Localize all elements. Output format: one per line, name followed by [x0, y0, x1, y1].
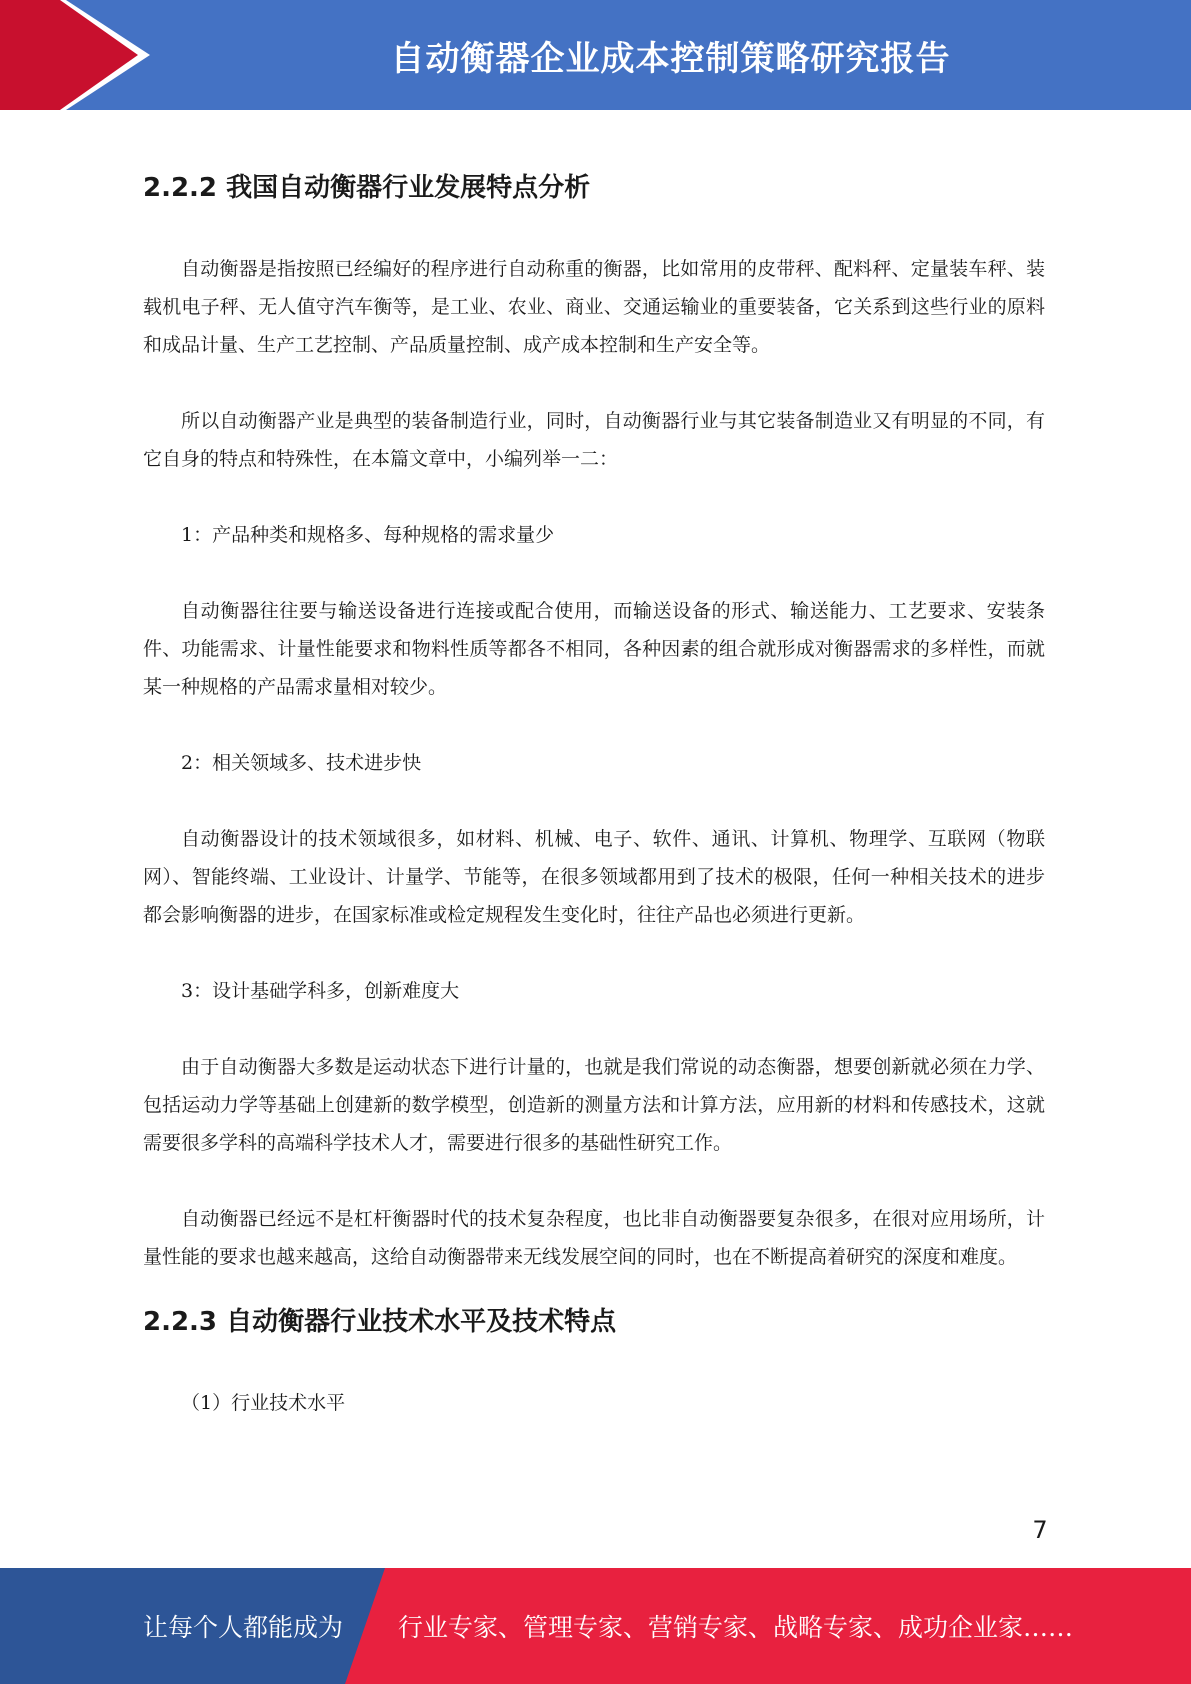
paragraph: 自动衡器已经远不是杠杆衡器时代的技术复杂程度，也比非自动衡器要复杂很多，在很对应用场所，计量性能的要求也越来越高，这给自动衡器带来无线发展空间的同时，也在不断提高着研究的深度和难度。 — [143, 1208, 1045, 1268]
list-point-3: 3：设计基础学科多，创新难度大 — [181, 980, 460, 1002]
list-point-2: 2：相关领域多、技术进步快 — [181, 752, 422, 774]
paragraph: 自动衡器是指按照已经编好的程序进行自动称重的衡器，比如常用的皮带秤、配料秤、定量装车秤、装载机电子秤、无人值守汽车衡等，是工业、农业、商业、交通运输业的重要装备，它关系到这些行业的原料和成品计量、生产工艺控制、产品质量控制、成产成本控制和生产安全等。 — [143, 258, 1045, 356]
main-content — [143, 160, 1045, 1422]
list-point-1: 1：产品种类和规格多、每种规格的需求量少 — [181, 524, 555, 546]
footer-slogan-right: 行业专家、管理专家、营销专家、战略专家、成功企业家…… — [398, 1613, 1074, 1642]
footer-slogan-left: 让每个人都能成为 — [143, 1613, 344, 1642]
paragraph: 自动衡器设计的技术领域很多，如材料、机械、电子、软件、通讯、计算机、物理学、互联网（物联网）、智能终端、工业设计、计量学、节能等，在很多领域都用到了技术的极限，任何一种相关技术的进步都会影响衡器的进步，在国家标准或检定规程发生变化时，往往产品也必须进行更新。 — [143, 828, 1045, 926]
paragraph: 自动衡器往往要与输送设备进行连接或配合使用，而输送设备的形式、输送能力、工艺要求、安装条件、功能需求、计量性能要求和物料性质等都各不相同，各种因素的组合就形成对衡器需求的多样性，而就某一种规格的产品需求量相对较少。 — [143, 600, 1045, 698]
header-arrow-decoration — [0, 0, 160, 110]
section-heading-2-2-2: 2.2.2 我国自动衡器行业发展特点分析 — [143, 173, 591, 203]
page-header — [0, 0, 1191, 110]
page-number: 7 — [1032, 1516, 1048, 1544]
subheading-technical-level: （1）行业技术水平 — [181, 1392, 346, 1414]
paragraph: 所以自动衡器产业是典型的装备制造行业，同时，自动衡器行业与其它装备制造业又有明显的不同，有它自身的特点和特殊性，在本篇文章中，小编列举一二： — [143, 410, 1045, 470]
section-heading-2-2-3: 2.2.3 自动衡器行业技术水平及技术特点 — [143, 1307, 617, 1337]
paragraph: 由于自动衡器大多数是运动状态下进行计量的，也就是我们常说的动态衡器，想要创新就必须在力学、包括运动力学等基础上创建新的数学模型，创造新的测量方法和计算方法，应用新的材料和传感技术，这就需要很多学科的高端科学技术人才，需要进行很多的基础性研究工作。 — [143, 1056, 1045, 1154]
page-footer — [0, 1568, 1191, 1684]
report-title: 自动衡器企业成本控制策略研究报告 — [390, 38, 951, 79]
